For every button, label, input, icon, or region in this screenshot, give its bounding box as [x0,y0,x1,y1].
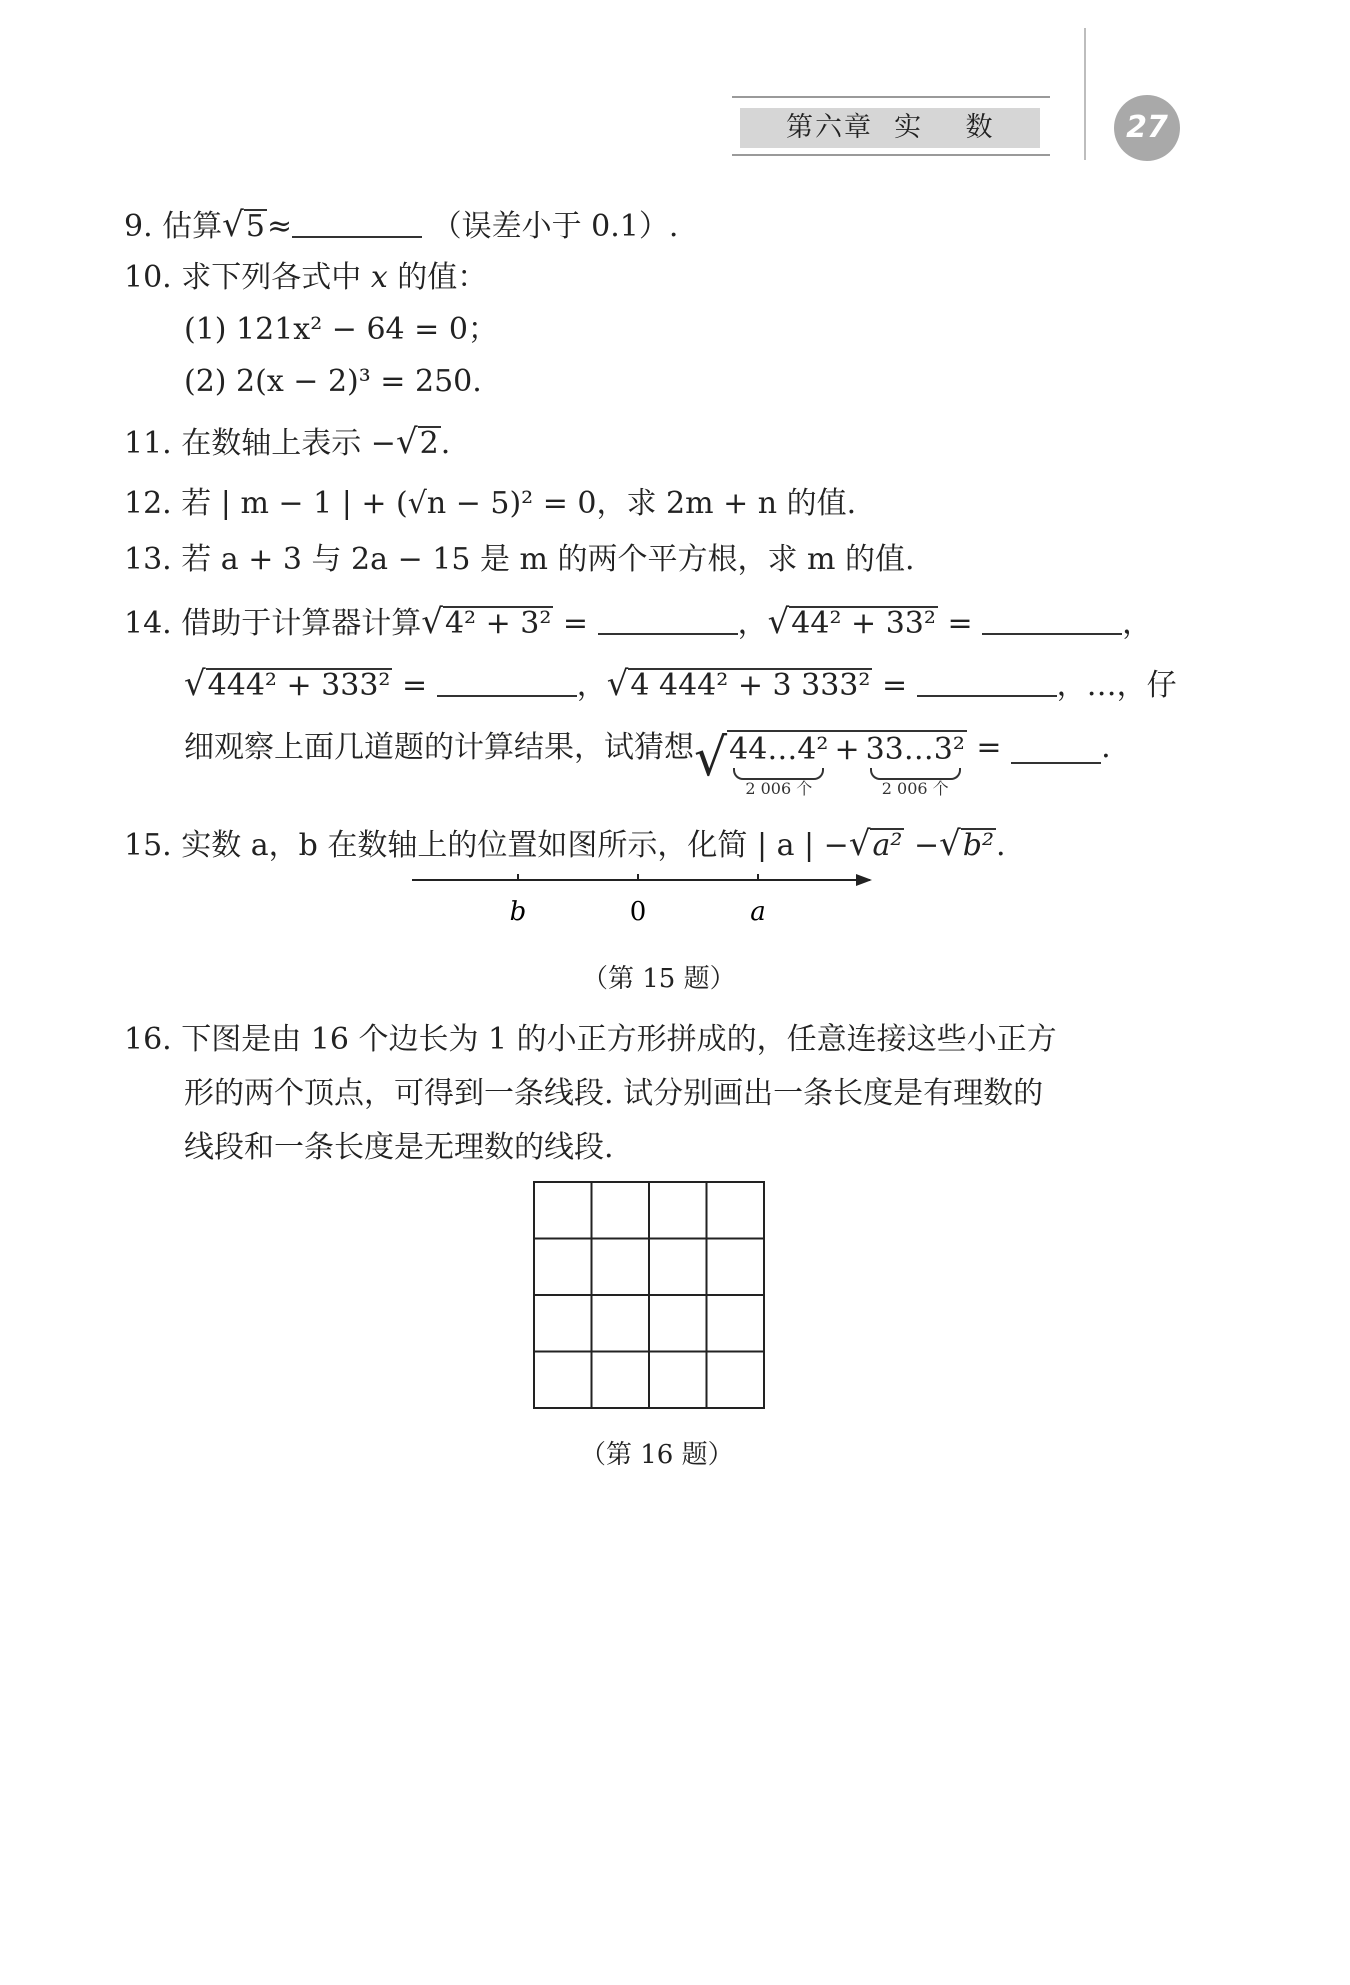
approx-sign: ≈ [266,209,293,244]
problem-14-line-1: 14. 借助于计算器计算√4² + 3² = ，√44² + 33² = ， [124,602,1153,642]
header-divider [1084,28,1086,160]
problem-11: 11. 在数轴上表示 −√2. [124,422,451,462]
figure-caption-16: （第 16 题） [580,1440,734,1470]
problem-number: 16. [124,1022,172,1057]
sqrt-conjecture: √ 44…4² 2 006 个 + 33…3² 2 006 个 [694,728,965,798]
label-b: b [509,897,527,927]
sqrt-5: √5 [222,205,265,245]
term-33-3: 33…3² 2 006 个 [865,732,965,798]
problem-10 [124,258,487,298]
problem-text: 实数 a，b 在数轴上的位置如图所示，化简 | a | − [181,828,849,863]
answer-blank-2 [982,607,1122,635]
problem-text: 若 | m − 1 | + (√n − 5)² = 0，求 2m + n 的值. [181,486,857,521]
problem-13 [124,540,915,580]
problem-16-line-1 [124,1020,1057,1060]
problem-note: （误差小于 0.1）. [431,209,679,244]
sqrt-expr-4: √4 444² + 3 333² [606,664,871,704]
problem-number: 12. [124,486,172,521]
label-a: a [750,897,766,927]
arrow-head [856,874,872,886]
term-44-4: 44…4² 2 006 个 [729,732,829,798]
sqrt-expr-2: √44² + 33² [767,602,936,642]
problem-text: 下图是由 16 个边长为 1 的小正方形拼成的，任意连接这些小正方 [181,1022,1057,1057]
sqrt-2: √2 [395,422,439,462]
variable: x [370,260,388,295]
answer-blank-4 [917,669,1057,697]
problem-text: 借助于计算器计算 [181,606,422,641]
problem-number: 9. [124,209,153,244]
problem-10-part-2: (2) 2(x − 2)³ = 250. [184,364,482,399]
chapter-header [732,96,1050,156]
number-line-figure [400,868,900,948]
problem-12 [124,484,856,524]
problem-number: 13. [124,542,172,577]
sqrt-a-squared: √a² [848,824,903,864]
problem-10-part-1: (1) 121x² − 64 = 0； [184,312,498,347]
problem-number: 14. [124,606,172,641]
problem-9 [124,205,678,247]
answer-blank-3 [437,669,577,697]
answer-blank-5 [1011,730,1101,764]
problem-15: 15. 实数 a，b 在数轴上的位置如图所示，化简 | a | −√a² −√b². [124,824,1006,864]
problem-16-line-2: 形的两个顶点，可得到一条线段. 试分别画出一条长度是有理数的 [184,1076,1044,1111]
label-0: 0 [629,897,647,927]
problem-number: 11. [124,426,172,461]
answer-blank-1 [598,607,738,635]
problem-text: 估算 [162,209,223,244]
problem-text: 细观察上面几道题的计算结果，试猜想 [184,730,694,765]
problem-text: 在数轴上表示 − [181,426,396,461]
sqrt-expr-1: √4² + 3² [421,602,552,642]
problem-text-end: 的值： [397,260,488,295]
chapter-title: 第六章 实 数 [740,108,1040,148]
problem-16-line-3: 线段和一条长度是无理数的线段. [184,1130,614,1165]
problem-14-line-2: √444² + 333² = ，√4 444² + 3 333² = ，…，仔 [184,664,1177,704]
problem-14-line-3: 细观察上面几道题的计算结果，试猜想√ 44…4² 2 006 个 + 33…3² 2 006 个 = . [184,728,1111,798]
problem-text: 求下列各式中 [181,260,362,295]
problem-number: 15. [124,828,172,863]
problem-text: 若 a + 3 与 2a − 15 是 m 的两个平方根，求 m 的值. [181,542,915,577]
square-grid-figure [532,1180,768,1412]
problem-number: 10. [124,260,172,295]
figure-caption-15: （第 15 题） [582,964,736,994]
sqrt-b-squared: √b² [939,824,994,864]
page-number: 27 [1114,95,1180,161]
answer-blank [292,210,422,238]
sqrt-expr-3: √444² + 333² [184,664,391,704]
